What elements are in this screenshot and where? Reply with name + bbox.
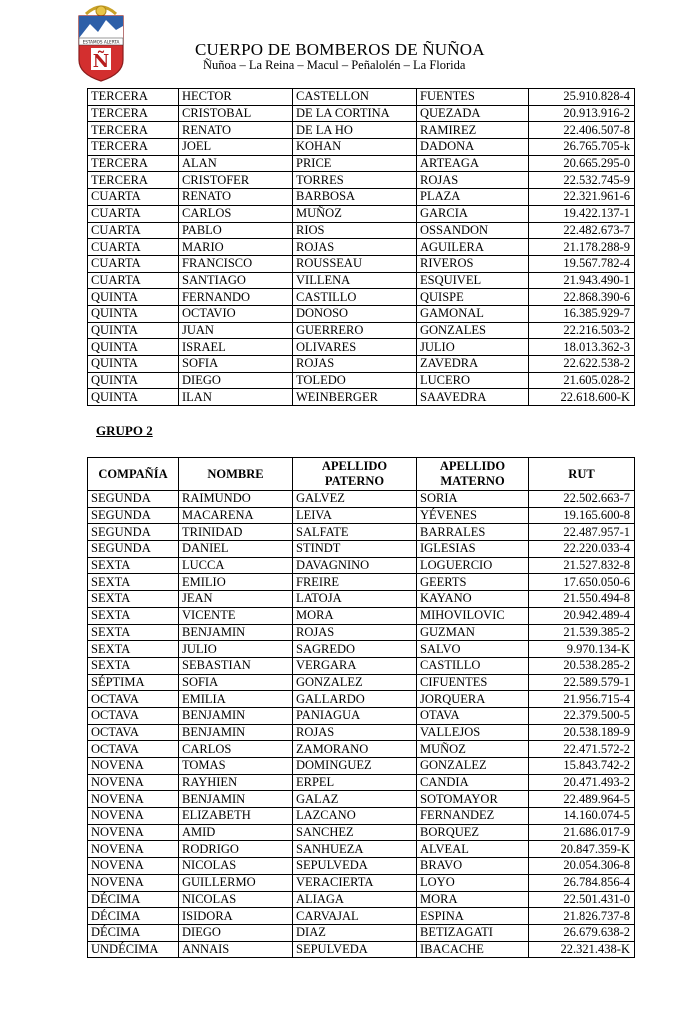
cell-nombre: JEAN: [179, 591, 293, 608]
cell-apellido-materno: MORA: [417, 891, 529, 908]
cell-nombre: TRINIDAD: [179, 524, 293, 541]
table-row: [88, 289, 635, 306]
cell-apellido-materno: SORIA: [417, 491, 529, 508]
cell-rut: 20.538.285-2: [529, 657, 635, 674]
cell-apellido-materno: ALVEAL: [417, 841, 529, 858]
table-row: [88, 89, 635, 106]
cell-compania: NOVENA: [88, 874, 179, 891]
cell-apellido-materno: ARTEAGA: [417, 155, 529, 172]
cell-nombre: NICOLAS: [179, 891, 293, 908]
cell-apellido-paterno: ZAMORANO: [293, 741, 417, 758]
cell-nombre: PABLO: [179, 222, 293, 239]
cell-rut: 26.679.638-2: [529, 924, 635, 941]
cell-apellido-materno: LOGUERCIO: [417, 557, 529, 574]
cell-apellido-paterno: SEPULVEDA: [293, 858, 417, 875]
cell-compania: QUINTA: [88, 322, 179, 339]
table-row: [88, 172, 635, 189]
cell-apellido-paterno: LAZCANO: [293, 808, 417, 825]
cell-compania: SEGUNDA: [88, 491, 179, 508]
cell-compania: TERCERA: [88, 155, 179, 172]
table-row: [88, 105, 635, 122]
cell-nombre: MARIO: [179, 239, 293, 256]
cell-compania: CUARTA: [88, 255, 179, 272]
cell-apellido-paterno: VERACIERTA: [293, 874, 417, 891]
cell-apellido-materno: CANDIA: [417, 774, 529, 791]
cell-rut: 20.847.359-K: [529, 841, 635, 858]
cell-compania: QUINTA: [88, 339, 179, 356]
cell-rut: 22.216.503-2: [529, 322, 635, 339]
table-row: [88, 808, 635, 825]
cell-apellido-paterno: ROJAS: [293, 239, 417, 256]
table-row: [88, 908, 635, 925]
cell-nombre: BENJAMIN: [179, 624, 293, 641]
table-header-row: [88, 458, 635, 491]
cell-apellido-materno: SALVO: [417, 641, 529, 658]
cell-apellido-materno: FERNANDEZ: [417, 808, 529, 825]
cell-nombre: ISRAEL: [179, 339, 293, 356]
cell-apellido-paterno: OLIVARES: [293, 339, 417, 356]
table-row: [88, 741, 635, 758]
table-row: [88, 491, 635, 508]
cell-compania: SEXTA: [88, 607, 179, 624]
cell-compania: SÉPTIMA: [88, 674, 179, 691]
table-row: [88, 858, 635, 875]
cell-rut: 21.605.028-2: [529, 372, 635, 389]
cell-nombre: DIEGO: [179, 372, 293, 389]
cell-rut: 22.501.431-0: [529, 891, 635, 908]
cell-nombre: EMILIA: [179, 691, 293, 708]
cell-compania: DÉCIMA: [88, 908, 179, 925]
cell-rut: 22.489.964-5: [529, 791, 635, 808]
cell-nombre: ELIZABETH: [179, 808, 293, 825]
cell-apellido-materno: BARRALES: [417, 524, 529, 541]
cell-rut: 22.868.390-6: [529, 289, 635, 306]
cell-nombre: HECTOR: [179, 89, 293, 106]
cell-rut: 20.538.189-9: [529, 724, 635, 741]
cell-apellido-materno: KAYANO: [417, 591, 529, 608]
table-row: [88, 591, 635, 608]
cell-nombre: NICOLAS: [179, 858, 293, 875]
cell-apellido-materno: BETIZAGATI: [417, 924, 529, 941]
cell-nombre: TOMAS: [179, 758, 293, 775]
cell-apellido-materno: CASTILLO: [417, 657, 529, 674]
cell-apellido-paterno: DAVAGNINO: [293, 557, 417, 574]
cell-apellido-materno: BRAVO: [417, 858, 529, 875]
cell-nombre: RODRIGO: [179, 841, 293, 858]
cell-rut: 16.385.929-7: [529, 305, 635, 322]
cell-compania: TERCERA: [88, 89, 179, 106]
cell-rut: 22.487.957-1: [529, 524, 635, 541]
table-row: [88, 255, 635, 272]
header-nombre: NOMBRE: [179, 458, 293, 491]
cell-apellido-materno: GONZALEZ: [417, 758, 529, 775]
cell-apellido-paterno: GALLARDO: [293, 691, 417, 708]
cell-compania: TERCERA: [88, 139, 179, 156]
table-row: [88, 624, 635, 641]
cell-compania: QUINTA: [88, 389, 179, 406]
cell-apellido-paterno: SALFATE: [293, 524, 417, 541]
cell-compania: OCTAVA: [88, 707, 179, 724]
cell-apellido-paterno: CASTILLO: [293, 289, 417, 306]
table-row: [88, 356, 635, 373]
cell-apellido-materno: VALLEJOS: [417, 724, 529, 741]
cell-compania: OCTAVA: [88, 724, 179, 741]
cell-compania: CUARTA: [88, 205, 179, 222]
cell-apellido-materno: FUENTES: [417, 89, 529, 106]
cell-compania: CUARTA: [88, 239, 179, 256]
cell-apellido-paterno: ALIAGA: [293, 891, 417, 908]
cell-rut: 20.942.489-4: [529, 607, 635, 624]
cell-apellido-materno: JORQUERA: [417, 691, 529, 708]
cell-apellido-paterno: GALAZ: [293, 791, 417, 808]
cell-nombre: EMILIO: [179, 574, 293, 591]
cell-rut: 22.618.600-K: [529, 389, 635, 406]
cell-rut: 22.622.538-2: [529, 356, 635, 373]
cell-apellido-paterno: DIAZ: [293, 924, 417, 941]
cell-nombre: FERNANDO: [179, 289, 293, 306]
table-row: [88, 724, 635, 741]
cell-rut: 20.054.306-8: [529, 858, 635, 875]
cell-apellido-materno: IGLESIAS: [417, 541, 529, 558]
cell-rut: 22.482.673-7: [529, 222, 635, 239]
cell-apellido-materno: GEERTS: [417, 574, 529, 591]
cell-nombre: FRANCISCO: [179, 255, 293, 272]
cell-apellido-paterno: STINDT: [293, 541, 417, 558]
cell-rut: 21.686.017-9: [529, 824, 635, 841]
cell-compania: QUINTA: [88, 289, 179, 306]
cell-nombre: SANTIAGO: [179, 272, 293, 289]
cell-apellido-paterno: ROJAS: [293, 724, 417, 741]
cell-rut: 22.406.507-8: [529, 122, 635, 139]
cell-apellido-materno: SAAVEDRA: [417, 389, 529, 406]
table-row: [88, 641, 635, 658]
cell-compania: NOVENA: [88, 858, 179, 875]
table-row: [88, 824, 635, 841]
cell-rut: 21.527.832-8: [529, 557, 635, 574]
cell-apellido-paterno: CASTELLON: [293, 89, 417, 106]
table-row: [88, 122, 635, 139]
table-row: [88, 189, 635, 206]
table-row: [88, 574, 635, 591]
group-2-heading: GRUPO 2: [96, 423, 153, 438]
cell-nombre: SEBASTIAN: [179, 657, 293, 674]
cell-compania: NOVENA: [88, 824, 179, 841]
cell-nombre: ANNAIS: [179, 941, 293, 958]
cell-apellido-paterno: SEPULVEDA: [293, 941, 417, 958]
cell-apellido-materno: QUEZADA: [417, 105, 529, 122]
cell-nombre: MACARENA: [179, 507, 293, 524]
cell-apellido-paterno: LATOJA: [293, 591, 417, 608]
cell-nombre: RAYHIEN: [179, 774, 293, 791]
cell-compania: SEXTA: [88, 641, 179, 658]
header-apellido-materno: APELLIDO MATERNO: [417, 458, 529, 491]
cell-compania: QUINTA: [88, 372, 179, 389]
cell-compania: SEXTA: [88, 557, 179, 574]
cell-apellido-paterno: SANCHEZ: [293, 824, 417, 841]
cell-rut: 9.970.134-K: [529, 641, 635, 658]
cell-compania: SEXTA: [88, 657, 179, 674]
cell-rut: 22.379.500-5: [529, 707, 635, 724]
cell-apellido-paterno: SAGREDO: [293, 641, 417, 658]
table-row: [88, 524, 635, 541]
cell-apellido-materno: OTAVA: [417, 707, 529, 724]
cell-nombre: BENJAMIN: [179, 791, 293, 808]
table-row: [88, 758, 635, 775]
cell-rut: 20.665.295-0: [529, 155, 635, 172]
cell-compania: CUARTA: [88, 189, 179, 206]
table-row: [88, 339, 635, 356]
table-row: [88, 305, 635, 322]
table-row: [88, 941, 635, 958]
cell-apellido-materno: GUZMAN: [417, 624, 529, 641]
svg-text:ESTAMOS ALERTA: ESTAMOS ALERTA: [82, 39, 120, 45]
table-row: [88, 389, 635, 406]
cell-nombre: AMID: [179, 824, 293, 841]
cell-rut: 18.013.362-3: [529, 339, 635, 356]
cell-rut: 15.843.742-2: [529, 758, 635, 775]
cell-apellido-paterno: ROJAS: [293, 356, 417, 373]
cell-apellido-materno: IBACACHE: [417, 941, 529, 958]
members-table-continued: [87, 88, 635, 406]
cell-apellido-materno: LUCERO: [417, 372, 529, 389]
cell-nombre: LUCCA: [179, 557, 293, 574]
fire-brigade-logo: [76, 2, 126, 82]
cell-compania: SEXTA: [88, 624, 179, 641]
cell-apellido-paterno: WEINBERGER: [293, 389, 417, 406]
cell-apellido-paterno: TORRES: [293, 172, 417, 189]
cell-rut: 19.422.137-1: [529, 205, 635, 222]
cell-compania: SEGUNDA: [88, 507, 179, 524]
cell-apellido-paterno: ERPEL: [293, 774, 417, 791]
cell-rut: 21.826.737-8: [529, 908, 635, 925]
cell-apellido-paterno: GONZALEZ: [293, 674, 417, 691]
cell-nombre: BENJAMIN: [179, 724, 293, 741]
cell-apellido-paterno: VILLENA: [293, 272, 417, 289]
cell-rut: 17.650.050-6: [529, 574, 635, 591]
cell-compania: SEGUNDA: [88, 524, 179, 541]
table-row: [88, 607, 635, 624]
cell-apellido-materno: ESPINA: [417, 908, 529, 925]
cell-nombre: RENATO: [179, 122, 293, 139]
cell-apellido-materno: RAMIREZ: [417, 122, 529, 139]
cell-apellido-paterno: BARBOSA: [293, 189, 417, 206]
cell-compania: TERCERA: [88, 105, 179, 122]
table-row: [88, 791, 635, 808]
cell-apellido-paterno: SANHUEZA: [293, 841, 417, 858]
cell-apellido-materno: YÉVENES: [417, 507, 529, 524]
cell-rut: 26.784.856-4: [529, 874, 635, 891]
table-row: [88, 924, 635, 941]
cell-apellido-materno: MIHOVILOVIC: [417, 607, 529, 624]
cell-apellido-paterno: TOLEDO: [293, 372, 417, 389]
page-title: CUERPO DE BOMBEROS DE ÑUÑOA: [195, 40, 485, 59]
cell-nombre: DIEGO: [179, 924, 293, 941]
cell-apellido-paterno: RIOS: [293, 222, 417, 239]
cell-nombre: GUILLERMO: [179, 874, 293, 891]
table-row: [88, 507, 635, 524]
svg-text:Ñ: Ñ: [92, 51, 110, 72]
cell-apellido-materno: ESQUIVEL: [417, 272, 529, 289]
cell-rut: 20.913.916-2: [529, 105, 635, 122]
cell-nombre: DANIEL: [179, 541, 293, 558]
cell-compania: NOVENA: [88, 774, 179, 791]
cell-nombre: CARLOS: [179, 741, 293, 758]
table-row: [88, 541, 635, 558]
cell-rut: 25.910.828-4: [529, 89, 635, 106]
table-row: [88, 557, 635, 574]
table-row: [88, 222, 635, 239]
cell-apellido-materno: GONZALES: [417, 322, 529, 339]
cell-rut: 20.471.493-2: [529, 774, 635, 791]
table-row: [88, 272, 635, 289]
cell-nombre: CRISTOBAL: [179, 105, 293, 122]
cell-apellido-materno: QUISPE: [417, 289, 529, 306]
cell-compania: SEXTA: [88, 574, 179, 591]
cell-apellido-materno: GAMONAL: [417, 305, 529, 322]
table-row: [88, 674, 635, 691]
cell-nombre: RENATO: [179, 189, 293, 206]
cell-compania: OCTAVA: [88, 741, 179, 758]
table-row: [88, 841, 635, 858]
cell-rut: 22.321.438-K: [529, 941, 635, 958]
cell-compania: QUINTA: [88, 305, 179, 322]
cell-apellido-paterno: ROUSSEAU: [293, 255, 417, 272]
members-table-group-2: [87, 457, 635, 958]
cell-nombre: RAIMUNDO: [179, 491, 293, 508]
cell-nombre: JUAN: [179, 322, 293, 339]
cell-apellido-paterno: FREIRE: [293, 574, 417, 591]
cell-apellido-materno: LOYO: [417, 874, 529, 891]
cell-apellido-paterno: PRICE: [293, 155, 417, 172]
cell-apellido-materno: RIVEROS: [417, 255, 529, 272]
cell-rut: 19.567.782-4: [529, 255, 635, 272]
cell-nombre: CRISTOFER: [179, 172, 293, 189]
cell-apellido-paterno: CARVAJAL: [293, 908, 417, 925]
table-row: [88, 205, 635, 222]
cell-apellido-paterno: MUÑOZ: [293, 205, 417, 222]
cell-apellido-materno: MUÑOZ: [417, 741, 529, 758]
cell-apellido-paterno: GALVEZ: [293, 491, 417, 508]
cell-compania: TERCERA: [88, 172, 179, 189]
cell-compania: SEXTA: [88, 591, 179, 608]
cell-apellido-paterno: KOHAN: [293, 139, 417, 156]
cell-apellido-materno: BORQUEZ: [417, 824, 529, 841]
table-row: [88, 155, 635, 172]
cell-apellido-paterno: DONOSO: [293, 305, 417, 322]
table-row: [88, 891, 635, 908]
cell-rut: 22.532.745-9: [529, 172, 635, 189]
cell-rut: 22.220.033-4: [529, 541, 635, 558]
cell-compania: QUINTA: [88, 356, 179, 373]
cell-rut: 21.550.494-8: [529, 591, 635, 608]
cell-compania: NOVENA: [88, 841, 179, 858]
table-row: [88, 874, 635, 891]
table-row: [88, 239, 635, 256]
cell-rut: 19.165.600-8: [529, 507, 635, 524]
cell-apellido-paterno: VERGARA: [293, 657, 417, 674]
cell-compania: DÉCIMA: [88, 924, 179, 941]
cell-apellido-paterno: PANIAGUA: [293, 707, 417, 724]
cell-nombre: CARLOS: [179, 205, 293, 222]
cell-compania: CUARTA: [88, 222, 179, 239]
cell-rut: 26.765.705-k: [529, 139, 635, 156]
cell-compania: SEGUNDA: [88, 541, 179, 558]
cell-rut: 22.321.961-6: [529, 189, 635, 206]
page-header: [0, 0, 680, 80]
table-row: [88, 322, 635, 339]
cell-rut: 22.589.579-1: [529, 674, 635, 691]
cell-nombre: BENJAMIN: [179, 707, 293, 724]
cell-compania: UNDÉCIMA: [88, 941, 179, 958]
cell-apellido-paterno: LEIVA: [293, 507, 417, 524]
header-compania: COMPAÑÍA: [88, 458, 179, 491]
cell-nombre: ALAN: [179, 155, 293, 172]
cell-rut: 22.471.572-2: [529, 741, 635, 758]
table-row: [88, 691, 635, 708]
cell-nombre: VICENTE: [179, 607, 293, 624]
cell-rut: 14.160.074-5: [529, 808, 635, 825]
table-row: [88, 707, 635, 724]
cell-apellido-materno: GARCIA: [417, 205, 529, 222]
cell-apellido-materno: AGUILERA: [417, 239, 529, 256]
cell-apellido-materno: DADONA: [417, 139, 529, 156]
cell-apellido-materno: JULIO: [417, 339, 529, 356]
cell-rut: 21.943.490-1: [529, 272, 635, 289]
cell-compania: NOVENA: [88, 808, 179, 825]
page-subtitle: Ñuñoa – La Reina – Macul – Peñalolén – La Florida: [203, 58, 466, 72]
cell-rut: 21.178.288-9: [529, 239, 635, 256]
cell-apellido-materno: SOTOMAYOR: [417, 791, 529, 808]
cell-compania: CUARTA: [88, 272, 179, 289]
cell-nombre: ILAN: [179, 389, 293, 406]
table-row: [88, 139, 635, 156]
table-row: [88, 372, 635, 389]
cell-nombre: ISIDORA: [179, 908, 293, 925]
cell-apellido-paterno: GUERRERO: [293, 322, 417, 339]
cell-nombre: SOFIA: [179, 674, 293, 691]
cell-compania: NOVENA: [88, 791, 179, 808]
cell-compania: TERCERA: [88, 122, 179, 139]
cell-compania: NOVENA: [88, 758, 179, 775]
cell-nombre: OCTAVIO: [179, 305, 293, 322]
cell-nombre: SOFIA: [179, 356, 293, 373]
cell-apellido-paterno: ROJAS: [293, 624, 417, 641]
cell-apellido-materno: ZAVEDRA: [417, 356, 529, 373]
cell-apellido-paterno: DOMINGUEZ: [293, 758, 417, 775]
cell-rut: 22.502.663-7: [529, 491, 635, 508]
header-rut: RUT: [529, 458, 635, 491]
cell-apellido-paterno: DE LA HO: [293, 122, 417, 139]
cell-apellido-materno: PLAZA: [417, 189, 529, 206]
header-apellido-paterno: APELLIDO PATERNO: [293, 458, 417, 491]
cell-apellido-paterno: DE LA CORTINA: [293, 105, 417, 122]
table-row: [88, 774, 635, 791]
cell-nombre: JULIO: [179, 641, 293, 658]
cell-apellido-materno: OSSANDON: [417, 222, 529, 239]
cell-rut: 21.539.385-2: [529, 624, 635, 641]
cell-compania: OCTAVA: [88, 691, 179, 708]
cell-apellido-materno: CIFUENTES: [417, 674, 529, 691]
cell-apellido-paterno: MORA: [293, 607, 417, 624]
cell-compania: DÉCIMA: [88, 891, 179, 908]
cell-apellido-materno: ROJAS: [417, 172, 529, 189]
cell-nombre: JOEL: [179, 139, 293, 156]
cell-rut: 21.956.715-4: [529, 691, 635, 708]
table-row: [88, 657, 635, 674]
